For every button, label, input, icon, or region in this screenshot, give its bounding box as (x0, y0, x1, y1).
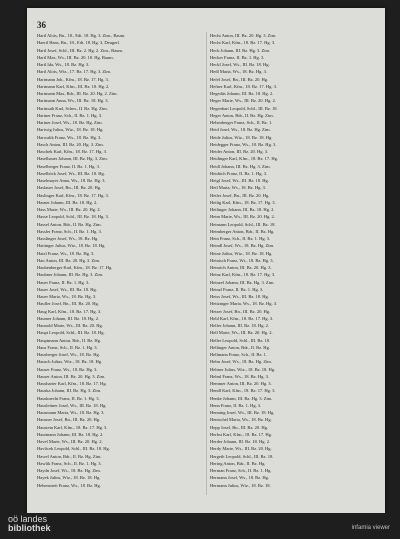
viewer-credit: infamia viewer (351, 525, 390, 531)
directory-entry: Hasslinger Josef, Ws., 18. Bz. Hg. (37, 236, 99, 241)
page-number: 36 (37, 20, 46, 30)
directory-entry: Heidl Johann, III. Bz. Hg. 3. Zim. (210, 163, 271, 169)
directory-entry: Henke Johann, III. Bz. Hg. 3. Zim. (210, 395, 273, 401)
directory-entry: Hartmann Max, Bdr., III. Bz. 20. Hg. 2. Zim. (37, 91, 118, 96)
directory-entry: Hering Anton, Bdr., II. Bz. Hg. (210, 460, 266, 466)
directory-entry: Heger Anton, Bdr., II. Bz. Hg. Zim. (210, 112, 274, 118)
directory-entry: Havel Marie, Ws., III. Bz. 20. Hg. 2. (37, 439, 103, 444)
directory-entry: Hecht Karl, Kfm., 18. Bz. 17. Hg. 3. (210, 40, 276, 46)
directory-entry: Haupt Leopold, Schl., III. Bz. 18. Hg. (37, 330, 105, 336)
directory-entry: Hemmer Anton, III. Bz. 20. Hg. 3. (210, 381, 272, 386)
directory-entry: Heilig Karl, Kfm., 18. Bz. 17. Hg. 3. (210, 199, 276, 205)
directory-entry: Hecker Franz, II. Bz. 1. Hg. 3. (210, 54, 265, 60)
directory-entry: Heinrich Anton, III. Bz. 20. Hg. 3. (210, 265, 272, 270)
directory-entry: Haug Karl, Kfm., 18. Bz. 17. Hg. 3. (37, 308, 102, 314)
directory-entry: Hendl Karl, Kfm., 18. Bz. 17. Hg. 3. (210, 388, 276, 394)
directory-entry: Haufler Josef, Bn., III. Bz. 20. Hg. (37, 301, 99, 307)
directory-entry: Heindl Josef, Ws., 18. Bz. Hg. Zim. (210, 243, 275, 249)
directory-entry: Herman Franz, Sch., II. Bz. 1. Hg. (210, 468, 272, 473)
directory-entry: Hausknecht Franz, II. Bz. 1. Hg. 3. (37, 395, 100, 401)
directory-entry: Hauer Franz, II. Bz. 1. Hg. 3. (37, 279, 90, 285)
directory-entry: Hefner Karl, Kfm., 18. Bz. 17. Hg. 3. (210, 83, 277, 89)
document-page (27, 8, 385, 513)
directory-entry: Hassel Anton, Bdr., II. Bz. Hg. Zim. (37, 221, 102, 227)
directory-entry: Hentschel Maria, Ws., 18. Bz. Hg. (210, 417, 272, 423)
column-divider (206, 32, 207, 495)
directory-entry: Heim Marie, Ws., III. Bz. 20. Hg. 2. (210, 214, 275, 220)
right-column (210, 32, 376, 497)
directory-entry: Haubenberger Karl, Kfm., 18. Bz. 17. Hg. (37, 265, 113, 270)
directory-entry: Hauer Maria, Ws., 18. Bz. Hg. 3. (37, 294, 97, 299)
directory-entry: Hartmann Anna, Ws., III. Bz. 18. Hg. 3. (37, 98, 109, 104)
directory-entry: Helm Josef, Ws., 18. Bz. Hg. Zim. (210, 359, 272, 365)
logo-line-2: bibliothek (8, 523, 51, 533)
directory-entry: Hausharter Karl, Kfm., 18. Bz. 17. Hg. (37, 381, 107, 386)
directory-entry: Haselbauer Johann, III. Bz. Hg. 3. Zim. (37, 156, 108, 162)
directory-entry: Heid Josef, Ws., 18. Bz. Hg. Zim. (210, 127, 271, 133)
directory-entry: Heilinger Johann, III. Bz. 18. Hg. 2. (210, 207, 275, 212)
directory-entry: Hautmann Johann, III. Bz. 18. Hg. 2. (37, 431, 104, 437)
directory-entry: Hauser Anton, III. Bz. 20. Hg. 3. Zim. (37, 373, 106, 379)
directory-entry: Hegenbart Leopold, Schl., III. Bz. 18. (210, 105, 278, 111)
directory-entry: Hayek Julius, Wtz., 18. Bz. 18. Hg. (37, 475, 101, 481)
directory-entry: Heider Anton, III. Bz. 20. Hg. 3. (210, 149, 269, 154)
directory-entry: Hasner Johann, III. Bz. 18. Hg. 2. (37, 199, 98, 205)
directory-entry: Heidinger Karl, Kfm., 18. Bz. 17. Hg. (210, 156, 278, 162)
directory-entry: Heine Julius, Wtz., 18. Bz. 18. Hg. (210, 250, 273, 256)
directory-entry: Heinzl Franz, II. Bz. 1. Hg. 3. (210, 286, 264, 292)
logo-line-1: oö landes (8, 514, 48, 524)
directory-entry: Hasse Leopold, Schl., III. Bz. 18. Hg. 3. (37, 214, 109, 220)
directory-entry: Haselböck Josef, Ws., III. Bz. 18. Hg. (37, 170, 105, 176)
directory-entry: Henning Josef, Ws., III. Bz. 18. Hg. (210, 410, 275, 415)
directory-entry: Hauer Josef, Ws., III. Bz. 18. Hg. (37, 286, 97, 292)
directory-entry: Heidrich Franz, II. Bz. 1. Hg. 3. (210, 170, 268, 176)
directory-entry: Hein Franz, Sch., II. Bz. 1. Hg. 3. (210, 236, 271, 241)
directory-entry: Hermann Josef, Ws., 18. Bz. Hg. (210, 475, 269, 481)
directory-entry: Heimann Leopold, Schl., III. Bz. 18. (210, 221, 276, 227)
directory-entry: Hartmann Karl, Kfm., III. Bz. 18. Hg. 2. (37, 83, 110, 89)
directory-entry: Hebenstreit Franz, Ws., 18. Bz. Hg. (37, 482, 101, 488)
directory-entry: Heiss Josef, Ws., III. Bz. 18. Hg. (210, 294, 269, 299)
directory-entry: Heil Maria, Ws., 18. Bz. Hg. 3. (210, 185, 266, 191)
directory-entry: Heinisch Franz, Ws., 18. Bz. Hg. 3. (210, 257, 274, 263)
directory-entry: Hauska Johann, III. Bz. Hg. 3. Zim. (37, 388, 102, 394)
directory-entry: Heitzinger Maria, Ws., 18. Bz. Hg. 3. (210, 301, 278, 307)
directory-entry: Heckl Josef, Ws., III. Bz. 18. Hg. (210, 62, 270, 67)
directory-entry: Hatzl Franz, Ws., 18. Bz. Hg. 3. (37, 250, 95, 256)
directory-entry: Heck Johann, III. Bz. Hg. 3. Zim. (210, 47, 271, 53)
left-column (37, 32, 203, 497)
directory-entry: Hehenberger Franz, Sch., II. Bz. 1. (210, 120, 273, 125)
directory-entry: Hartmann Joh., Kfm., 18. Bz. 17. Hg. 3. (37, 76, 109, 82)
directory-entry: Hedl Maria, Ws., 18. Bz. Hg. 3. (210, 69, 267, 75)
directory-entry: Hattinger Julius, Wtz., 18. Bz. 18. Hg. (37, 243, 106, 249)
directory-entry: Hausch Julius, Wtz., 18. Bz. 18. Hg. (37, 359, 103, 365)
directory-entry: Hell Marie, Ws., III. Bz. 20. Hg. 2. (210, 330, 273, 336)
directory-entry: Hefel Josef, Bn., III. Bz. 20. Hg. (210, 76, 269, 82)
directory-entry: Held Karl, Kfm., 18. Bz. 17. Hg. 3. (210, 315, 274, 321)
directory-entry: Hartl Josef, Schl., III. Bz. 2. Hg. 2. Zim., Baum. (37, 47, 124, 53)
directory-entry: Hassler Franz, Sch., II. Bz. 1. Hg. 3. (37, 228, 102, 234)
directory-entry: Haumer Johann, III. Bz. 18. Hg. 2. (37, 315, 100, 321)
directory-entry: Hausleitner Josef, Ws., III. Bz. 18. Hg. (37, 402, 107, 408)
directory-entry: Hass Marie, Ws., III. Bz. 20. Hg. 2. (37, 207, 101, 212)
directory-entry: Haslauer Josef, Bn., III. Bz. 20. Hg. (37, 185, 102, 191)
directory-entry: Heide Julius, Wtz., 18. Bz. 18. Hg. (210, 134, 273, 140)
directory-entry: Hellmann Franz, Sch., II. Bz. 1. (210, 352, 267, 357)
directory-entry: Haselmayer Anna, Ws., 18. Bz. Hg. 3. (37, 178, 106, 183)
directory-entry: Hartl Aloïs, Bn., 18., Edt. 18. Hg. 3. Zim., Baum. (37, 33, 126, 38)
directory-entry: Herbst Karl, Kfm., 18. Bz. 17. Hg. (210, 431, 272, 437)
directory-entry: Heimberger Anton, Bdr., II. Bz. Hg. (210, 228, 275, 234)
directory-entry: Harwalik Franz, Ws., 18. Bz. Hg. 3. (37, 134, 102, 140)
directory-entry: Herder Johann, III. Bz. 18. Hg. 2. (210, 439, 271, 444)
directory-entry: Hausberger Josef, Ws., 18. Bz. Hg. (37, 352, 100, 357)
directory-entry: Haustein Karl, Kfm., 18. Bz. 17. Hg. 3. (37, 424, 108, 430)
directory-entry: Heinz Karl, Kfm., 18. Bz. 17. Hg. 3. (210, 272, 276, 278)
directory-entry: Hausner Josef, Bn., III. Bz. 20. Hg. (37, 417, 101, 423)
directory-entry: Hawel Anton, Bdr., II. Bz. Hg. Zim. (37, 453, 102, 459)
directory-entry: Heiler Josef, Bn., III. Bz. 20. Hg. (210, 192, 270, 198)
directory-entry: Hau Anton, III. Bz. 20. Hg. 3. Zim. (37, 257, 101, 263)
directory-entry: Havlicek Leopold, Schl., III. Bz. 18. Hg. (37, 446, 110, 452)
directory-entry: Herdy Marie, Ws., III. Bz. 20. Hg. (210, 446, 272, 452)
directory-entry: Hasch Anton, III. Bz. 20. Hg. 3. Zim. (37, 141, 104, 147)
directory-entry: Helml Franz, Ws., 18. Bz. Hg. 3. (210, 373, 269, 379)
directory-entry: Hartner Josef, Ws., 18. Bz. Hg. Zim. (37, 120, 103, 125)
directory-entry: Hauptmann Anton, Bdr., II. Bz. Hg. (37, 337, 102, 343)
directory-entry: Hausmann Maria, Ws., 18. Bz. Hg. 3. (37, 410, 105, 415)
directory-entry: Haus Franz, Sch., II. Bz. 1. Hg. 3. (37, 344, 98, 350)
directory-entry: Heger Marie, Ws., III. Bz. 20. Hg. 2. (210, 98, 276, 104)
directory-entry: Haertl Hans, Bn., 18., Edt. 18. Hg. 3, Deugerl. (37, 40, 120, 46)
directory-entry: Heller Leopold, Schl., III. Bz. 18. (210, 337, 271, 343)
directory-entry: Heigl Josef, Ws., III. Bz. 18. Hg. (210, 178, 269, 183)
directory-entry: Heinzel Johann, III. Bz. Hg. 3. Zim. (210, 279, 275, 285)
directory-entry: Hermann Julius, Wtz., 18. Bz. 18. (210, 482, 271, 488)
directory-entry: Hartwig Julius, Wtz., 18. Bz. 18. Hg. (37, 127, 104, 133)
directory-entry: Heizer Josef, Bn., III. Bz. 20. Hg. (210, 308, 271, 314)
directory-entry: Haselberger Franz, II. Bz. 1. Hg. 3. (37, 163, 100, 169)
directory-entry: Heidegger Franz, Ws., 18. Bz. Hg. 3. (210, 141, 277, 147)
directory-entry: Hauser Franz, Ws., 18. Bz. Hg. 3. (37, 366, 98, 372)
directory-entry: Hartl Ida, Ws., 18. Bz. Hg. 3. (37, 62, 90, 67)
directory-entry: Hartl Aloïs, Wtz., 17. Bz. 17. Hg. 3. Zim. (37, 69, 111, 75)
directory-entry: Hellinger Anton, Bdr., II. Bz. Hg. (210, 344, 270, 350)
directory-entry: Helmer Julius, Wtz., 18. Bz. 18. Hg. (210, 366, 276, 372)
directory-entry: Henn Franz, II. Bz. 1. Hg. 3. (210, 402, 262, 408)
directory-entry: Hartner Franz, Sch., II. Bz. 1. Hg. 3. (37, 112, 103, 118)
directory-entry: Hartl Max, Ws., III. Bz. 20. 18. Hg. Baum. (37, 54, 114, 60)
directory-entry: Haubner Johann, III. Bz. Hg. 3. Zim. (37, 272, 104, 278)
directory-entry: Haunold Marie, Ws., III. Bz. 20. Hg. (37, 323, 103, 328)
directory-entry: Haydn Josef, Ws., 18. Bz. Hg. Zim. (37, 468, 101, 473)
directory-entry: Helfer Johann, III. Bz. 18. Hg. 2. (210, 323, 270, 328)
directory-entry: Hergeth Leopold, Schl., III. Bz. 18. (210, 453, 274, 459)
directory-entry: Haschek Karl, Kfm., 18. Bz. 17. Hg. 3. (37, 149, 107, 154)
footer-bar (0, 513, 400, 539)
directory-entry: Hawlik Franz, Sch., II. Bz. 1. Hg. 3. (37, 460, 102, 466)
directory-entry: Hepp Josef, Bn., III. Bz. 20. Hg. (210, 424, 268, 430)
directory-entry: Haslinger Karl, Kfm., 18. Bz. 17. Hg. 3. (37, 192, 109, 198)
library-logo (8, 515, 51, 533)
directory-entry: Hartmuth Karl, Schm., II. Bz. Hg. Zim. (37, 105, 108, 111)
directory-entry: Hegedüs Johann, III. Bz. 18. Hg. 2. (210, 91, 274, 96)
directory-entry: Hecht Anton, III. Bz. 20. Hg. 3. Zim. (210, 33, 277, 38)
